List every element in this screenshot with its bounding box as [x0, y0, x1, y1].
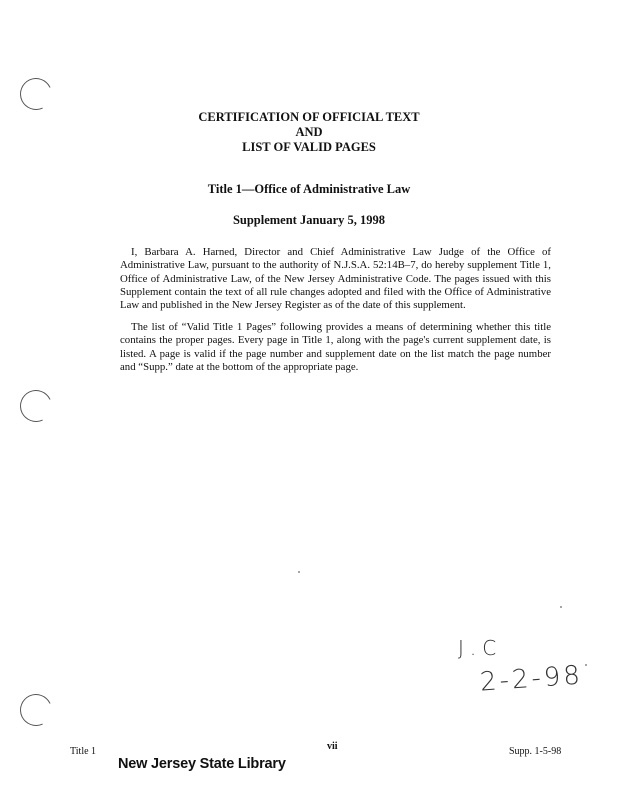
library-stamp: New Jersey State Library: [118, 756, 286, 772]
footer-page-number: vii: [327, 741, 338, 752]
certification-title: [0, 110, 618, 155]
binder-hole-top: [15, 73, 56, 114]
title-heading: Title 1—Office of Administrative Law: [207, 182, 411, 196]
scan-speck: [298, 571, 300, 573]
heading-line-2: AND: [295, 125, 323, 139]
handwritten-initials: J.C: [458, 636, 503, 660]
scan-speck: [585, 664, 587, 666]
certification-paragraph: I, Barbara A. Harned, Director and Chief Administrative Law Judge of the Office of Administrative Law, pursuant to the authority of N.J.S.A. 52:14B–7, do hereby supplement Title 1, Office of Administrative Law, of the New Jersey Administrative Code. The pages issued with this Supplement contain the text of all rule changes adopted and filed with the Office of Administrative Law and published in the New Jersey Register as of the date of this supplement.: [120, 246, 551, 312]
supplement-heading: Supplement January 5, 1998: [232, 213, 386, 227]
heading-line-1: CERTIFICATION OF OFFICIAL TEXT: [198, 110, 420, 124]
heading-line-3: LIST OF VALID PAGES: [242, 140, 376, 154]
valid-pages-paragraph: The list of “Valid Title 1 Pages” following provides a means of determining whether this title contains the proper pages. Every page in Title 1, along with the page's current supplement date, is listed. A page is valid if the page number and supplement date on the list match the page number and “Supp.” date at the bottom of the appropriate page.: [120, 321, 551, 373]
handwritten-date: 2-2-98: [479, 660, 584, 698]
binder-hole-middle: [15, 385, 56, 426]
footer-title: Title 1: [70, 746, 97, 757]
footer-supplement-date: Supp. 1-5-98: [509, 746, 562, 757]
binder-hole-bottom: [15, 689, 56, 730]
scan-speck: [560, 606, 562, 608]
